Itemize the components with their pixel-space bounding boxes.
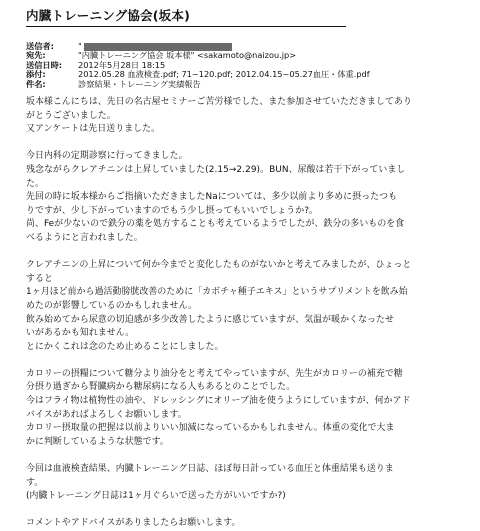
from-row	[26, 42, 466, 51]
subject-value: 診察結果・トレーニング実績報告	[78, 79, 201, 89]
body-line: りですが、少し下がっていますのでもう少し摂ってもいいでしょうか?。	[26, 205, 319, 216]
body-line: いがあるかも知れません。	[26, 328, 135, 339]
attachment-value: 2012.05.28 血液検査.pdf; 71~120.pdf; 2012.04.15~05.27血圧・体重.pdf	[78, 70, 370, 80]
body-line: かに判断しているような状態です。	[26, 436, 169, 447]
from-label: 送信者:	[26, 41, 54, 51]
body-line: すると	[26, 273, 53, 284]
body-line: 飲み始めてから尿意の切迫感が多少改善したように感じていますが、気温が暖かくなったせ	[26, 314, 394, 325]
body-line: とにかくこれは念のため止めることにしました。	[26, 341, 224, 352]
body-line: めたのが影響しているのかもしれません。	[26, 300, 198, 311]
paragraph-gap	[26, 137, 466, 151]
email-header	[26, 42, 466, 89]
body-line: 先回の時に坂本様からご指摘いただきましたNaについては、多少以前より多めに摂ったつも	[26, 192, 398, 203]
body-line: 今はフライ物は植物性の油や、ドレッシングにオリーブ油を使うようにしていますが、何かアド	[26, 396, 411, 407]
document-title: 内臓トレーニング協会(坂本)	[26, 9, 346, 27]
body-line: た。	[26, 178, 44, 189]
body-line: がとうございました。	[26, 110, 116, 121]
body-line: クレアチニンの上昇について何か今までと変化したものがないかと考えてみましたが、ひょっと	[26, 260, 412, 271]
attachment-label: 添付:	[26, 69, 46, 80]
body-line: カロリー摂取量の把握は以前よりいい加減になっているかもしれません。体重の変化で大ま	[26, 423, 395, 434]
paragraph-gap	[26, 449, 466, 463]
body-line: 分摂り過ぎから腎臓病から糖尿病になる人もあるとのことでした。	[26, 382, 296, 393]
to-value: "内臓トレーニング協会 坂本様" <sakamoto@naizou.jp>	[78, 51, 297, 61]
body-line: 残念ながらクレアチニンは上昇していました(2.15→2.29)。BUN、尿酸は若干下がっていまし	[26, 164, 406, 175]
date-label: 送信日時:	[26, 59, 63, 70]
body-line: バイスがあればよろしくお願いします。	[26, 409, 187, 420]
from-quote: "	[78, 42, 82, 51]
body-line: 今日内科の定期診察に行ってきました。	[26, 151, 188, 162]
body-line: 尚、Feが少ないので鉄分の薬を処方することも考えているようでしたが、鉄分の多いものを食	[26, 219, 405, 230]
body-line: す。	[26, 477, 44, 488]
body-line: 又アンケートは先日送りました。	[26, 124, 161, 135]
body-line: 坂本様こんにちは、先日の名古屋セミナーご苦労様でした、また参加させていただきましてあり	[26, 97, 412, 107]
paragraph-gap	[26, 246, 466, 260]
attachment-row	[26, 70, 466, 79]
message-body	[26, 96, 466, 531]
subject-row	[26, 80, 466, 89]
body-line: 今回は血液検査結果、内臓トレーニング日誌、ほぼ毎日計っている血圧と体重結果も送りま	[26, 464, 394, 475]
date-value: 2012年5月28日 18:15	[78, 60, 166, 70]
to-row	[26, 51, 466, 60]
paragraph-gap	[26, 354, 466, 368]
redaction-bar	[84, 43, 232, 51]
body-line: カロリーの摂糧について糖分より油分をと考えてやっていますが、先生がカロリーの補充で糖	[26, 368, 403, 379]
from-value	[78, 42, 466, 51]
body-line: 1ヶ月ほど前から過活動膀胱改善のために「カボチャ種子エキス」というサプリメントを飲み始	[26, 287, 408, 298]
date-row	[26, 61, 466, 70]
paragraph-gap	[26, 504, 466, 518]
subject-label: 件名:	[26, 78, 46, 89]
body-line: コメントやアドバイスがありましたらお願いします。	[26, 518, 241, 529]
to-label: 宛先:	[26, 50, 46, 61]
body-line: (内臓トレーニング日誌は1ヶ月ぐらいで送った方がいいですか?)	[26, 491, 286, 502]
body-line: べるようにと言われました。	[26, 232, 143, 243]
